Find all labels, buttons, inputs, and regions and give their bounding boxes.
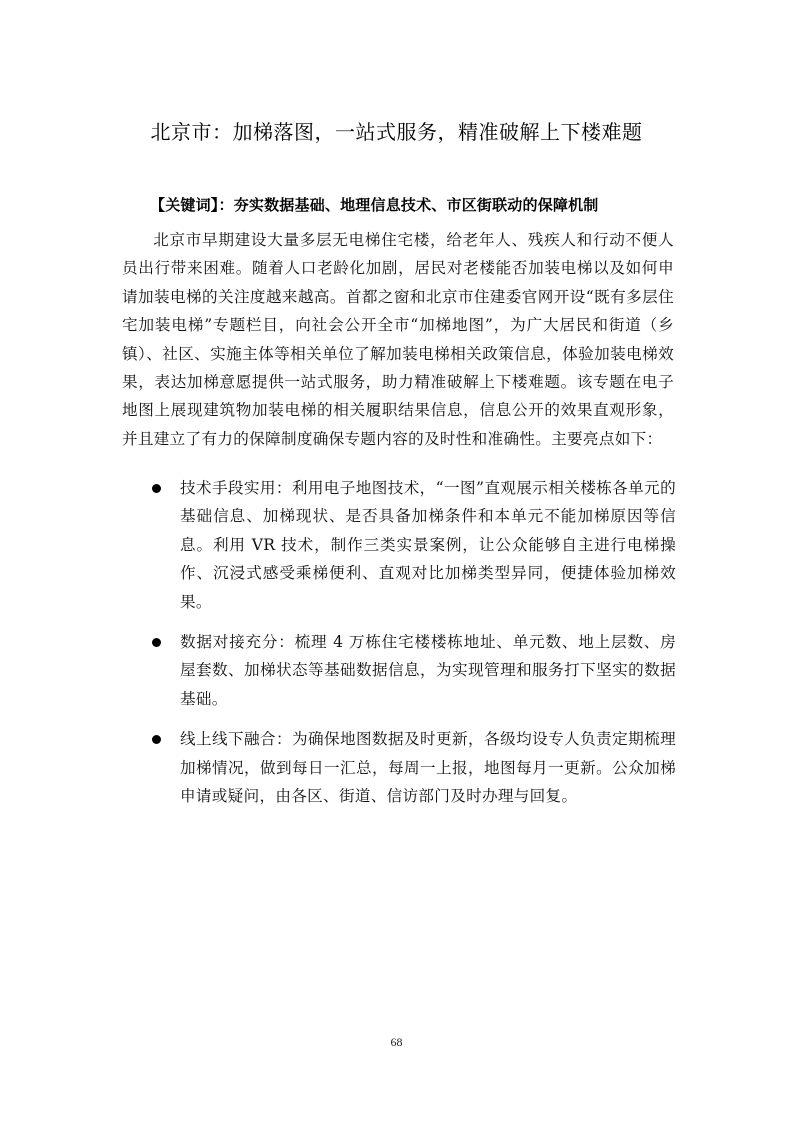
bullet-icon — [152, 735, 161, 744]
bullet-icon — [152, 484, 161, 493]
bullet-icon — [152, 638, 161, 647]
list-item-text: 数据对接充分：梳理 4 万栋住宅楼楼栋地址、单元数、地上层数、房屋套数、加梯状态等基础数据信息，为实现管理和服务打下坚实的数据基础。 — [180, 633, 676, 708]
intro-paragraph: 北京市早期建设大量多层无电梯住宅楼，给老年人、残疾人和行动不便人员出行带来困难。随着人口老龄化加剧，居民对老楼能否加装电梯以及如何申请加装电梯的关注度越来越高。首都之窗和北京市住建委官网开设“既有多层住宅加装电梯”专题栏目，向社会公开全市“加梯地图”，为广大居民和街道（乡镇）、社区、实施主体等相关单位了解加装电梯相关政策信息，体验加装电梯效果，表达加梯意愿提供一站式服务，助力精准破解上下楼难题。该专题在电子地图上展现建筑物加装电梯的相关履职结果信息，信息公开的效果直观形象，并且建立了有力的保障制度确保专题内容的及时性和准确性。主要亮点如下： — [122, 231, 674, 448]
list-item-text: 技术手段实用：利用电子地图技术，“一图”直观展示相关楼栋各单元的基础信息、加梯现状、是否具备加梯条件和本单元不能加梯原因等信息。利用 VR 技术，制作三类实景案例，让公众能够自主进行电梯操作、沉浸式感受乘梯便利、直观对比加梯类型异同，便捷体验加梯效果。 — [180, 479, 676, 611]
page-title: 北京市：加梯落图，一站式服务，精准破解上下楼难题 — [150, 120, 643, 144]
list-item — [152, 628, 676, 713]
list-item — [152, 725, 676, 810]
page-number: 68 — [390, 1035, 403, 1049]
highlights-list — [152, 474, 676, 822]
keyword-label: 【关键词】： — [150, 196, 234, 214]
keyword-line — [150, 194, 670, 215]
keyword-text: 夯实数据基础、地理信息技术、市区街联动的保障机制 — [233, 196, 599, 214]
list-item — [152, 474, 676, 616]
list-item-text: 线上线下融合：为确保地图数据及时更新，各级均设专人负责定期梳理加梯情况，做到每日一汇总，每周一上报，地图每月一更新。公众加梯申请或疑问，由各区、街道、信访部门及时办理与回复。 — [180, 730, 676, 806]
